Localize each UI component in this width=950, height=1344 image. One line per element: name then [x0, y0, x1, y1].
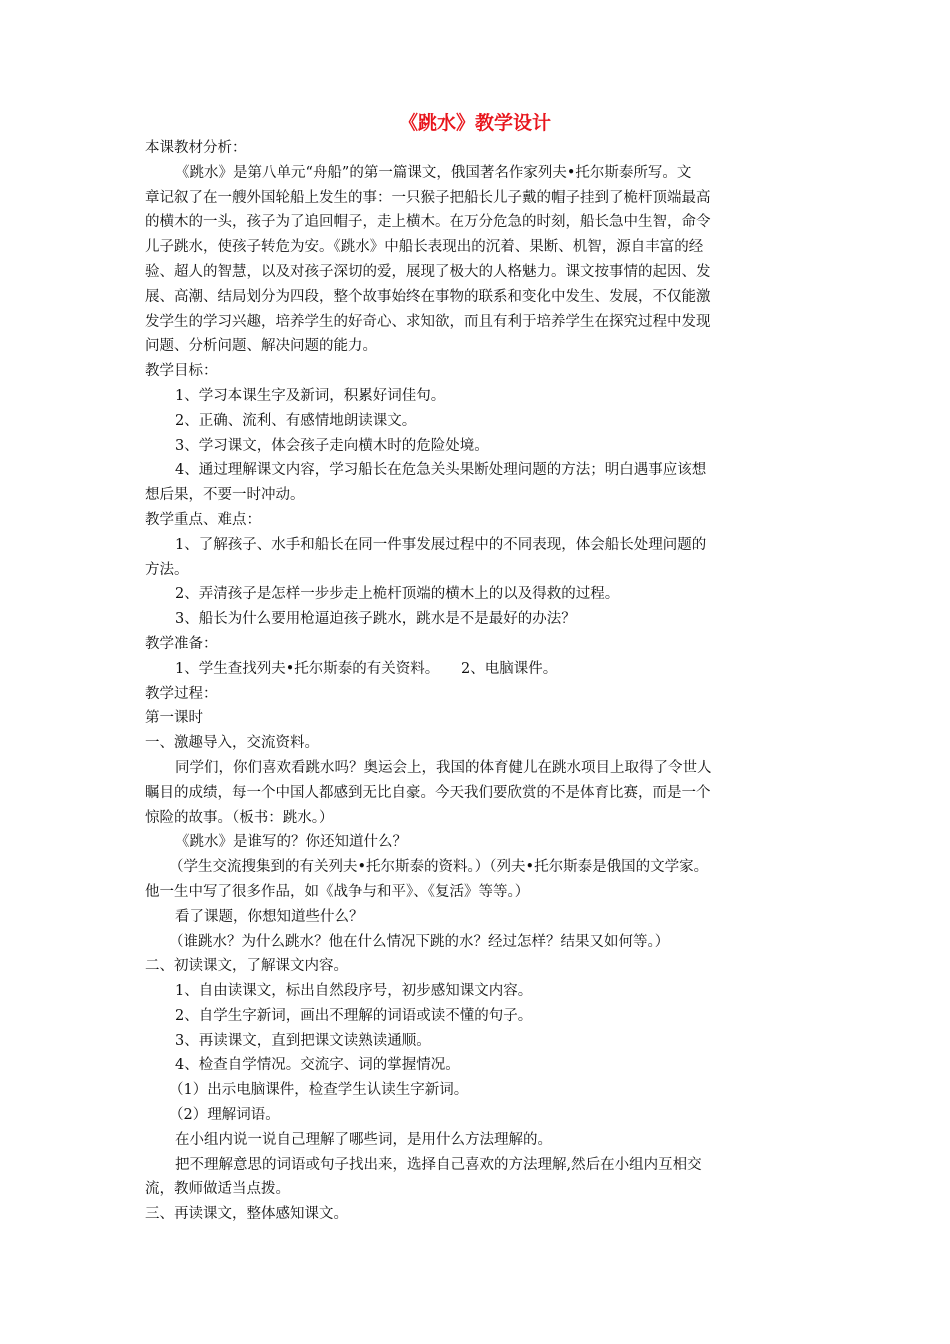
text-line: 2、自学生字新词，画出不理解的词语或读不懂的句子。 — [175, 1007, 533, 1024]
text-line: 发学生的学习兴趣，培养学生的好奇心、求知欲，而且有利于培养学生在探究过程中发现 — [145, 313, 711, 330]
text-line: 教学过程： — [145, 685, 218, 702]
text-line: 2、弄清孩子是怎样一步步走上桅杆顶端的横木上的以及得救的过程。 — [175, 586, 620, 603]
text-line: 验、超人的智慧，以及对孩子深切的爱，展现了极大的人格魅力。课文按事情的起因、发 — [145, 263, 711, 280]
text-line: 《跳水》是谁写的？你还知道什么？ — [175, 834, 407, 851]
text-line: 把不理解意思的词语或句子找出来，选择自己喜欢的方法理解,然后在小组内互相交 — [175, 1156, 702, 1173]
text-line: 二、初读课文，了解课文内容。 — [145, 958, 348, 975]
text-line: 教学准备： — [145, 635, 218, 652]
text-line: （学生交流搜集到的有关列夫•托尔斯泰的资料。）（列夫•托尔斯泰是俄国的文学家。 — [169, 859, 709, 876]
text-line: 展、高潮、结局划分为四段，整个故事始终在事物的联系和变化中发生、发展，不仅能激 — [145, 288, 711, 305]
text-line: 方法。 — [145, 561, 189, 578]
text-line: 4、通过理解课文内容，学习船长在危急关头果断处理问题的方法；明白遇事应该想 — [175, 462, 707, 479]
text-line: 教学重点、难点： — [145, 511, 261, 528]
text-line: 想后果，不要一时冲动。 — [145, 487, 305, 504]
text-line: 的横木的一头，孩子为了追回帽子，走上横木。在万分危急的时刻，船长急中生智，命令 — [145, 214, 711, 231]
text-line: 瞩目的成绩，每一个中国人都感到无比自豪。今天我们要欣赏的不是体育比赛，而是一个 — [145, 784, 711, 801]
text-line: 3、学习课文，体会孩子走向横木时的危险处境。 — [175, 437, 489, 454]
document-title: 《跳水》教学设计 — [398, 112, 551, 134]
text-line: 本课教材分析： — [145, 140, 247, 156]
text-line: 同学们，你们喜欢看跳水吗？奥运会上，我国的体育健儿在跳水项目上取得了令世人 — [175, 759, 712, 776]
text-line: 《跳水》是第八单元“舟船”的第一篇课文，俄国著名作家列夫•托尔斯泰所写。文 — [175, 164, 692, 181]
text-line: 3、再读课文，直到把课文读熟读通顺。 — [175, 1032, 431, 1049]
text-line: 3、船长为什么要用枪逼迫孩子跳水，跳水是不是最好的办法？ — [175, 611, 576, 628]
text-line: 问题、分析问题、解决问题的能力。 — [145, 338, 377, 355]
text-line: 第一课时 — [145, 710, 203, 727]
text-line: （1）出示电脑课件，检查学生认读生字新词。 — [169, 1082, 469, 1099]
text-line: 教学目标： — [145, 363, 218, 380]
text-line: 三、再读课文，整体感知课文。 — [145, 1206, 348, 1223]
text-line: 2、正确、流利、有感情地朗读课文。 — [175, 412, 417, 429]
text-line: 流，教师做适当点拨。 — [145, 1181, 290, 1198]
text-line: 在小组内说一说自己理解了哪些词，是用什么方法理解的。 — [175, 1131, 552, 1148]
text-line: （2）理解词语。 — [169, 1107, 280, 1124]
text-line: 看了课题，你想知道些什么？ — [175, 908, 364, 925]
text-line: 1、学生查找列夫•托尔斯泰的有关资料。 2、电脑课件。 — [175, 660, 558, 677]
text-line: 1、自由读课文，标出自然段序号，初步感知课文内容。 — [175, 983, 533, 1000]
text-line: 他一生中写了很多作品，如《战争与和平》、《复活》等等。） — [145, 883, 530, 900]
text-line: 一、激趣导入，交流资料。 — [145, 735, 319, 752]
text-line: 儿子跳水，使孩子转危为安。《跳水》中船长表现出的沉着、果断、机智，源自丰富的经 — [145, 239, 704, 256]
text-line: 1、了解孩子、水手和船长在同一件事发展过程中的不同表现，体会船长处理问题的 — [175, 536, 707, 553]
text-line: 4、检查自学情况。交流字、词的掌握情况。 — [175, 1057, 460, 1074]
text-line: 惊险的故事。（板书：跳水。） — [145, 809, 334, 826]
document-body — [145, 136, 805, 1227]
text-line: 章记叙了在一艘外国轮船上发生的事：一只猴子把船长儿子戴的帽子挂到了桅杆顶端最高 — [145, 189, 711, 206]
text-line: 1、学习本课生字及新词，积累好词佳句。 — [175, 387, 446, 404]
text-line: （谁跳水？为什么跳水？他在什么情况下跳的水？经过怎样？结果又如何等。） — [169, 933, 670, 950]
